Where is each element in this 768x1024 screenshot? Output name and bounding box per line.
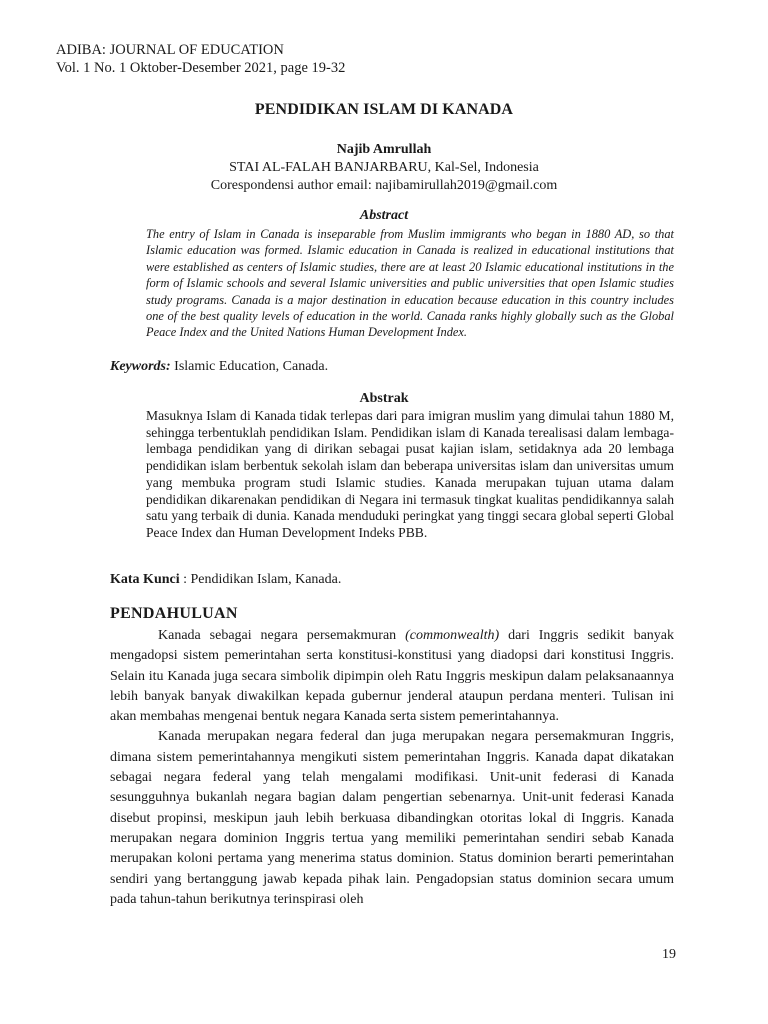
author-correspondence: Corespondensi author email: najibamirullah2019@gmail.com bbox=[210, 178, 558, 193]
abstract-indonesian: Masuknya Islam di Kanada tidak terlepas dari para imigran muslim yang dimulai tahun 1880 M, sehingga terbentuklah pendidikan Islam. Pendidikan islam di Kanada terealisasi dalam lembaga-lembaga pendidikan yang di dirikan sebagai pusat kajian islam, setidaknya ada 20 lembaga pendidikan islam berbentuk sekolah islam dan beberapa universitas islam dan universitas umum yang membuka program studi Islamic studies. Kanada merupakan tujuan utama dalam pendidikan dikarenakan pendidikan di Negara ini termasuk tingkat kualitas pendidikannya salah satu yang terbaik di dunia. Kanada menduduki peringkat yang tinggi secara global seperti Global Peace Index dan Human Development Indeks PBB. bbox=[146, 408, 674, 540]
journal-name: ADIBA: JOURNAL OF EDUCATION bbox=[56, 42, 284, 58]
page-number: 19 bbox=[662, 947, 676, 962]
abstract-english: The entry of Islam in Canada is inseparable from Muslim immigrants who began in 1880 AD, so that Islamic education was formed. Islamic education in Canada is realized in educational institutions that were established as centers of Islamic studies, there are at least 20 Islamic educational institutions in the form of Islamic schools and several Islamic universities and public universities that open Islamic studies study programs. Canada is a major destination in education because education in this country includes one of the best quality levels of education in the world. Canada ranks highly globally such as the Global Peace Index and the United Nations Human Development Index. bbox=[146, 227, 674, 340]
kata-kunci-value: : Pendidikan Islam, Kanada. bbox=[179, 572, 342, 587]
section-heading: PENDAHULUAN bbox=[110, 605, 238, 622]
journal-issue: Vol. 1 No. 1 Oktober-Desember 2021, page 19-32 bbox=[56, 60, 346, 76]
paragraph-2: Kanada merupakan negara federal dan juga merupakan negara persemakmuran Inggris, dimana sistem pemerintahannya mengikuti sistem pemerintahan Inggris. Kanada dapat dikatakan sebagai negara federal yang telah mengalami modifikasi. Unit-unit federasi di Kanada sesungguhnya bukanlah negara bagian dalam pengertian sebenarnya. Unit-unit federasi Kanada disebut propinsi, meskipun jauh lebih berkuasa dibandingkan otoritas lokal di Inggris. Kanada merupakan negara dominion Inggris tertua yang memiliki pemerintahan sendiri sebab Kanada merupakan koloni pertama yang menerima status dominion. Status dominion berarti pemerintahan sendiri yang bertanggung jawab kepada pihak lain. Pengadopsian status dominion secara umum pada tahun-tahun berikutnya terinspirasi oleh bbox=[110, 729, 674, 907]
paragraph-1-end: dari Inggris sedikit banyak mengadopsi sistem pemerintahan serta konstitusi-konstitusi yang diadopsi dari konstitusi Inggris. Selain itu Kanada juga secara simbolik dipimpin oleh Ratu Inggris meskipun dalam pelaksanaannya lebih banyak banyak diwakilkan kepada gubernur jenderal ataupun perdana menteri. Tulisan ini akan membahas mengenai bentuk negara Kanada serta sistem pemerintahannya. bbox=[110, 628, 674, 725]
paragraph-1-start: Kanada sebagai negara persemakmuran bbox=[158, 628, 406, 643]
author-name: Najib Amrullah bbox=[336, 142, 432, 157]
running-head bbox=[56, 41, 345, 77]
paragraph-1 bbox=[110, 626, 674, 727]
kata-kunci bbox=[110, 572, 341, 588]
author-block bbox=[0, 141, 768, 195]
article-title: PENDIDIKAN ISLAM DI KANADA bbox=[254, 101, 514, 118]
abstract-heading: Abstract bbox=[359, 208, 409, 223]
author-affiliation: STAI AL-FALAH BANJARBARU, Kal-Sel, Indonesia bbox=[229, 160, 539, 175]
keywords bbox=[110, 359, 328, 375]
abstrak-heading: Abstrak bbox=[359, 391, 409, 406]
body-text bbox=[110, 626, 674, 910]
kata-kunci-label: Kata Kunci bbox=[110, 572, 180, 587]
keywords-value: Islamic Education, Canada. bbox=[170, 359, 329, 374]
keywords-label: Keywords: bbox=[110, 359, 171, 374]
paragraph-1-italic: (commonwealth) bbox=[405, 628, 500, 643]
